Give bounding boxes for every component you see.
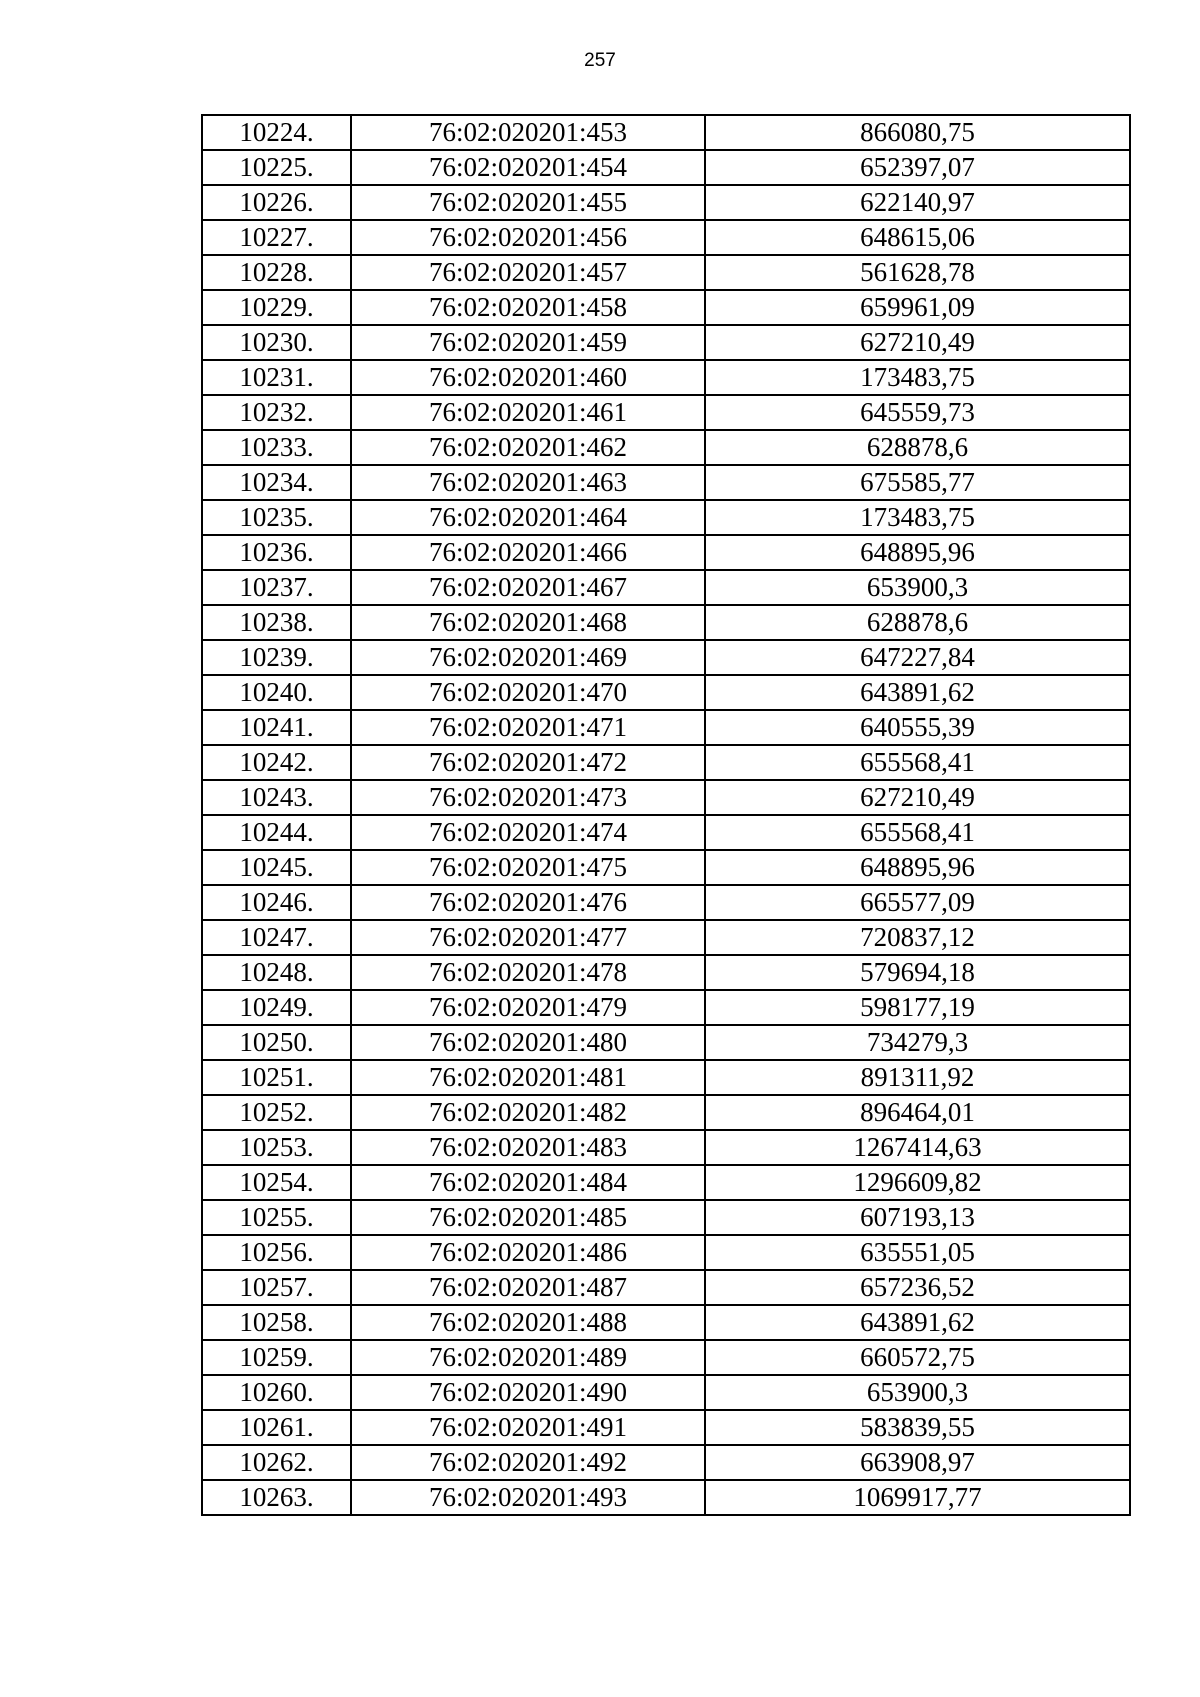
row-number-cell: 10252. — [202, 1095, 351, 1130]
table-row — [202, 885, 1130, 920]
table-row — [202, 115, 1130, 150]
row-number-cell: 10260. — [202, 1375, 351, 1410]
cadastral-value-cell: 657236,52 — [705, 1270, 1130, 1305]
table-row — [202, 465, 1130, 500]
cadastral-value-cell: 653900,3 — [705, 1375, 1130, 1410]
row-number-cell: 10235. — [202, 500, 351, 535]
cadastral-value-cell: 734279,3 — [705, 1025, 1130, 1060]
cadastral-number-cell: 76:02:020201:486 — [351, 1235, 705, 1270]
table-row — [202, 1235, 1130, 1270]
cadastral-number-cell: 76:02:020201:458 — [351, 290, 705, 325]
row-number-cell: 10263. — [202, 1480, 351, 1515]
table-row — [202, 710, 1130, 745]
cadastral-number-cell: 76:02:020201:461 — [351, 395, 705, 430]
row-number-cell: 10261. — [202, 1410, 351, 1445]
cadastral-number-cell: 76:02:020201:472 — [351, 745, 705, 780]
cadastral-value-cell: 635551,05 — [705, 1235, 1130, 1270]
table-row — [202, 675, 1130, 710]
cadastral-value-cell: 607193,13 — [705, 1200, 1130, 1235]
cadastral-value-cell: 579694,18 — [705, 955, 1130, 990]
row-number-cell: 10256. — [202, 1235, 351, 1270]
cadastral-number-cell: 76:02:020201:459 — [351, 325, 705, 360]
cadastral-value-cell: 653900,3 — [705, 570, 1130, 605]
cadastral-value-cell: 866080,75 — [705, 115, 1130, 150]
cadastral-number-cell: 76:02:020201:469 — [351, 640, 705, 675]
row-number-cell: 10233. — [202, 430, 351, 465]
table-row — [202, 1375, 1130, 1410]
row-number-cell: 10230. — [202, 325, 351, 360]
cadastral-value-cell: 627210,49 — [705, 325, 1130, 360]
cadastral-value-cell: 598177,19 — [705, 990, 1130, 1025]
cadastral-number-cell: 76:02:020201:491 — [351, 1410, 705, 1445]
cadastral-value-cell: 173483,75 — [705, 360, 1130, 395]
table-row — [202, 220, 1130, 255]
cadastral-value-cell: 643891,62 — [705, 675, 1130, 710]
table-row — [202, 430, 1130, 465]
table-row — [202, 1060, 1130, 1095]
cadastral-value-cell: 660572,75 — [705, 1340, 1130, 1375]
cadastral-number-cell: 76:02:020201:454 — [351, 150, 705, 185]
cadastral-number-cell: 76:02:020201:475 — [351, 850, 705, 885]
table-row — [202, 1340, 1130, 1375]
table-row — [202, 1480, 1130, 1515]
cadastral-value-cell: 1296609,82 — [705, 1165, 1130, 1200]
cadastral-value-cell: 648615,06 — [705, 220, 1130, 255]
row-number-cell: 10249. — [202, 990, 351, 1025]
cadastral-value-cell: 652397,07 — [705, 150, 1130, 185]
table-row — [202, 1305, 1130, 1340]
row-number-cell: 10248. — [202, 955, 351, 990]
row-number-cell: 10227. — [202, 220, 351, 255]
table-row — [202, 1130, 1130, 1165]
cadastral-number-cell: 76:02:020201:466 — [351, 535, 705, 570]
page-number: 257 — [584, 50, 616, 71]
cadastral-value-cell: 622140,97 — [705, 185, 1130, 220]
cadastral-number-cell: 76:02:020201:478 — [351, 955, 705, 990]
cadastral-number-cell: 76:02:020201:489 — [351, 1340, 705, 1375]
table-row — [202, 815, 1130, 850]
cadastral-number-cell: 76:02:020201:493 — [351, 1480, 705, 1515]
cadastral-number-cell: 76:02:020201:457 — [351, 255, 705, 290]
row-number-cell: 10253. — [202, 1130, 351, 1165]
row-number-cell: 10241. — [202, 710, 351, 745]
cadastral-value-cell: 583839,55 — [705, 1410, 1130, 1445]
row-number-cell: 10257. — [202, 1270, 351, 1305]
table-row — [202, 1270, 1130, 1305]
cadastral-number-cell: 76:02:020201:482 — [351, 1095, 705, 1130]
row-number-cell: 10224. — [202, 115, 351, 150]
table-row — [202, 1025, 1130, 1060]
cadastral-number-cell: 76:02:020201:473 — [351, 780, 705, 815]
cadastral-number-cell: 76:02:020201:483 — [351, 1130, 705, 1165]
table-row — [202, 955, 1130, 990]
cadastral-number-cell: 76:02:020201:453 — [351, 115, 705, 150]
table-row — [202, 850, 1130, 885]
cadastral-number-cell: 76:02:020201:487 — [351, 1270, 705, 1305]
table-row — [202, 185, 1130, 220]
row-number-cell: 10231. — [202, 360, 351, 395]
row-number-cell: 10237. — [202, 570, 351, 605]
cadastral-number-cell: 76:02:020201:467 — [351, 570, 705, 605]
row-number-cell: 10238. — [202, 605, 351, 640]
table-row — [202, 535, 1130, 570]
row-number-cell: 10225. — [202, 150, 351, 185]
row-number-cell: 10243. — [202, 780, 351, 815]
cadastral-value-cell: 675585,77 — [705, 465, 1130, 500]
table-row — [202, 150, 1130, 185]
cadastral-value-cell: 663908,97 — [705, 1445, 1130, 1480]
cadastral-value-cell: 647227,84 — [705, 640, 1130, 675]
cadastral-value-cell: 1069917,77 — [705, 1480, 1130, 1515]
cadastral-value-cell: 891311,92 — [705, 1060, 1130, 1095]
cadastral-number-cell: 76:02:020201:477 — [351, 920, 705, 955]
cadastral-number-cell: 76:02:020201:462 — [351, 430, 705, 465]
cadastral-number-cell: 76:02:020201:464 — [351, 500, 705, 535]
table-row — [202, 325, 1130, 360]
cadastral-value-cell: 173483,75 — [705, 500, 1130, 535]
cadastral-value-cell: 628878,6 — [705, 605, 1130, 640]
cadastral-number-cell: 76:02:020201:492 — [351, 1445, 705, 1480]
cadastral-number-cell: 76:02:020201:471 — [351, 710, 705, 745]
table-row — [202, 780, 1130, 815]
row-number-cell: 10226. — [202, 185, 351, 220]
cadastral-number-cell: 76:02:020201:460 — [351, 360, 705, 395]
cadastral-number-cell: 76:02:020201:476 — [351, 885, 705, 920]
row-number-cell: 10229. — [202, 290, 351, 325]
table-row — [202, 360, 1130, 395]
table-row — [202, 640, 1130, 675]
cadastral-number-cell: 76:02:020201:468 — [351, 605, 705, 640]
row-number-cell: 10245. — [202, 850, 351, 885]
row-number-cell: 10239. — [202, 640, 351, 675]
cadastral-number-cell: 76:02:020201:480 — [351, 1025, 705, 1060]
table-row — [202, 500, 1130, 535]
cadastral-value-cell: 648895,96 — [705, 535, 1130, 570]
cadastral-value-cell: 1267414,63 — [705, 1130, 1130, 1165]
table-row — [202, 570, 1130, 605]
row-number-cell: 10258. — [202, 1305, 351, 1340]
row-number-cell: 10236. — [202, 535, 351, 570]
cadastral-number-cell: 76:02:020201:474 — [351, 815, 705, 850]
cadastral-value-cell: 648895,96 — [705, 850, 1130, 885]
row-number-cell: 10254. — [202, 1165, 351, 1200]
table-body — [202, 115, 1130, 1515]
cadastral-value-cell: 643891,62 — [705, 1305, 1130, 1340]
cadastral-number-cell: 76:02:020201:490 — [351, 1375, 705, 1410]
cadastral-value-cell: 659961,09 — [705, 290, 1130, 325]
row-number-cell: 10242. — [202, 745, 351, 780]
table-row — [202, 255, 1130, 290]
cadastral-number-cell: 76:02:020201:485 — [351, 1200, 705, 1235]
table-row — [202, 1095, 1130, 1130]
cadastral-number-cell: 76:02:020201:481 — [351, 1060, 705, 1095]
cadastral-number-cell: 76:02:020201:479 — [351, 990, 705, 1025]
cadastral-value-cell: 665577,09 — [705, 885, 1130, 920]
cadastral-value-cell: 645559,73 — [705, 395, 1130, 430]
row-number-cell: 10246. — [202, 885, 351, 920]
row-number-cell: 10247. — [202, 920, 351, 955]
row-number-cell: 10228. — [202, 255, 351, 290]
row-number-cell: 10234. — [202, 465, 351, 500]
row-number-cell: 10244. — [202, 815, 351, 850]
table-row — [202, 1200, 1130, 1235]
table-row — [202, 395, 1130, 430]
cadastral-number-cell: 76:02:020201:470 — [351, 675, 705, 710]
row-number-cell: 10251. — [202, 1060, 351, 1095]
row-number-cell: 10255. — [202, 1200, 351, 1235]
table-row — [202, 1165, 1130, 1200]
cadastral-value-cell: 896464,01 — [705, 1095, 1130, 1130]
row-number-cell: 10259. — [202, 1340, 351, 1375]
cadastral-number-cell: 76:02:020201:455 — [351, 185, 705, 220]
cadastral-number-cell: 76:02:020201:456 — [351, 220, 705, 255]
cadastral-number-cell: 76:02:020201:463 — [351, 465, 705, 500]
cadastral-value-table — [201, 114, 1131, 1516]
cadastral-value-cell: 561628,78 — [705, 255, 1130, 290]
table-row — [202, 745, 1130, 780]
cadastral-value-cell: 720837,12 — [705, 920, 1130, 955]
cadastral-value-cell: 655568,41 — [705, 815, 1130, 850]
table-row — [202, 290, 1130, 325]
row-number-cell: 10240. — [202, 675, 351, 710]
cadastral-value-cell: 640555,39 — [705, 710, 1130, 745]
table-row — [202, 920, 1130, 955]
row-number-cell: 10250. — [202, 1025, 351, 1060]
table-row — [202, 605, 1130, 640]
table-row — [202, 1445, 1130, 1480]
table-container — [201, 114, 1131, 1516]
table-row — [202, 1410, 1130, 1445]
cadastral-number-cell: 76:02:020201:484 — [351, 1165, 705, 1200]
table-row — [202, 990, 1130, 1025]
cadastral-value-cell: 628878,6 — [705, 430, 1130, 465]
row-number-cell: 10232. — [202, 395, 351, 430]
cadastral-value-cell: 655568,41 — [705, 745, 1130, 780]
row-number-cell: 10262. — [202, 1445, 351, 1480]
cadastral-number-cell: 76:02:020201:488 — [351, 1305, 705, 1340]
cadastral-value-cell: 627210,49 — [705, 780, 1130, 815]
